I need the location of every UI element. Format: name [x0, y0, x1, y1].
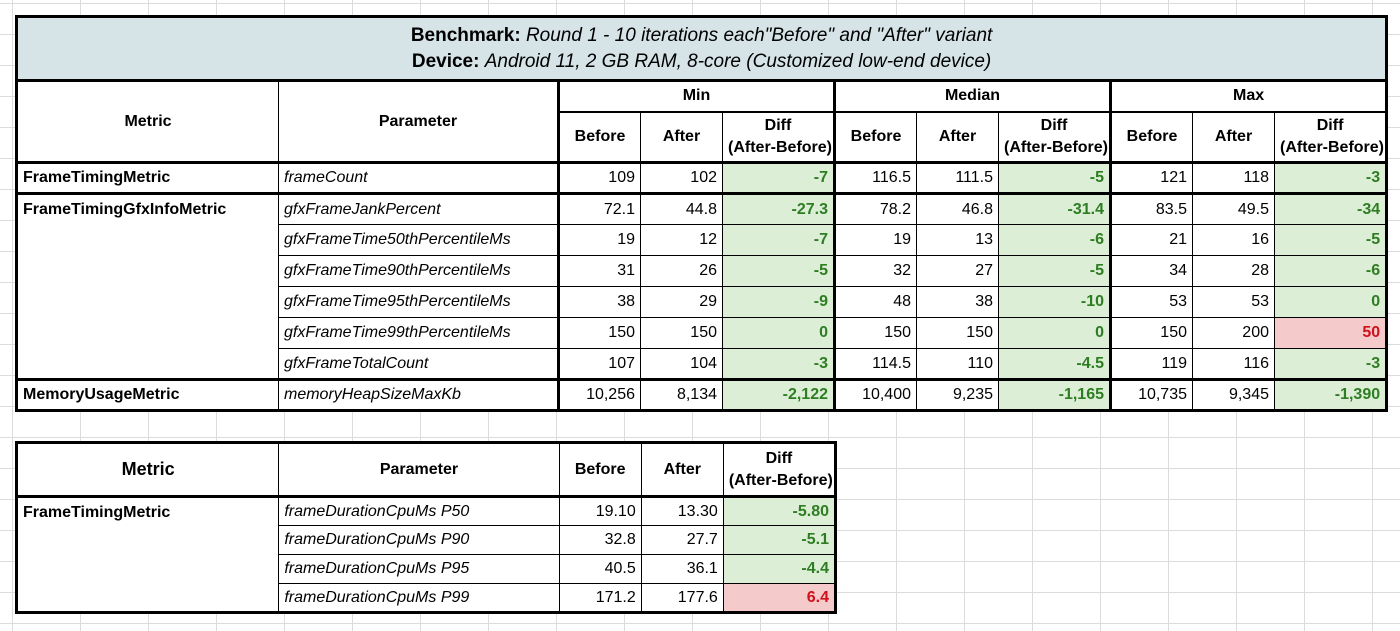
diff-cell: -5: [1275, 225, 1387, 256]
value-cell: 150: [917, 318, 999, 349]
value-cell: 114.5: [835, 349, 917, 380]
value-cell: 34: [1111, 256, 1193, 287]
value-cell: 27: [917, 256, 999, 287]
benchmark-title: Benchmark: Round 1 - 10 iterations each"Before" and "After" variant Device: Android 11, 2 GB RAM, 8-core (Customized low-end device): [17, 17, 1387, 81]
table-row: [17, 194, 1387, 225]
value-cell: 10,400: [835, 380, 917, 411]
value-cell: 36.1: [641, 555, 723, 584]
value-cell: 177.6: [641, 584, 723, 613]
value-cell: 27.7: [641, 526, 723, 555]
diff-cell: -27.3: [723, 194, 835, 225]
value-cell: 38: [559, 287, 641, 318]
diff-cell: -6: [999, 225, 1111, 256]
value-cell: 16: [1193, 225, 1275, 256]
parameter-cell: gfxFrameTime95thPercentileMs: [279, 287, 559, 318]
value-cell: 10,735: [1111, 380, 1193, 411]
diff-cell: 50: [1275, 318, 1387, 349]
header-diff: Diff (After-Before): [999, 112, 1111, 163]
diff-cell: -5.1: [723, 526, 835, 555]
header-metric: Metric: [17, 443, 279, 497]
value-cell: 19: [559, 225, 641, 256]
diff-cell: -31.4: [999, 194, 1111, 225]
diff-cell: -3: [1275, 163, 1387, 194]
header-max: Max: [1111, 81, 1387, 112]
header-parameter: Parameter: [279, 443, 559, 497]
metric-cell: FrameTimingMetric: [17, 163, 279, 194]
value-cell: 118: [1193, 163, 1275, 194]
value-cell: 102: [641, 163, 723, 194]
value-cell: 26: [641, 256, 723, 287]
header-after: After: [917, 112, 999, 163]
diff-cell: -10: [999, 287, 1111, 318]
diff-cell: -5.80: [723, 497, 835, 526]
header-diff: Diff (After-Before): [723, 443, 835, 497]
value-cell: 12: [641, 225, 723, 256]
table-row: [17, 380, 1387, 411]
value-cell: 107: [559, 349, 641, 380]
table-row: [17, 163, 1387, 194]
value-cell: 200: [1193, 318, 1275, 349]
diff-cell: -7: [723, 225, 835, 256]
header-after: After: [641, 112, 723, 163]
metric-cell: MemoryUsageMetric: [17, 380, 279, 411]
value-cell: 21: [1111, 225, 1193, 256]
value-cell: 40.5: [559, 555, 641, 584]
value-cell: 9,235: [917, 380, 999, 411]
header-parameter: Parameter: [279, 81, 559, 163]
parameter-cell: gfxFrameTime90thPercentileMs: [279, 256, 559, 287]
diff-cell: -4.5: [999, 349, 1111, 380]
diff-cell: -1,390: [1275, 380, 1387, 411]
header-metric: Metric: [17, 81, 279, 163]
parameter-cell: gfxFrameTime99thPercentileMs: [279, 318, 559, 349]
table-row: [17, 497, 836, 526]
header-after: After: [1193, 112, 1275, 163]
value-cell: 38: [917, 287, 999, 318]
value-cell: 49.5: [1193, 194, 1275, 225]
diff-cell: 0: [999, 318, 1111, 349]
parameter-cell: gfxFrameTotalCount: [279, 349, 559, 380]
cpu-frame-duration-table: [15, 441, 837, 614]
value-cell: 83.5: [1111, 194, 1193, 225]
header-after: After: [641, 443, 723, 497]
diff-cell: 6.4: [723, 584, 835, 613]
value-cell: 150: [641, 318, 723, 349]
value-cell: 171.2: [559, 584, 641, 613]
value-cell: 150: [835, 318, 917, 349]
diff-cell: 0: [723, 318, 835, 349]
value-cell: 9,345: [1193, 380, 1275, 411]
header-before: Before: [835, 112, 917, 163]
header-median: Median: [835, 81, 1111, 112]
value-cell: 32.8: [559, 526, 641, 555]
parameter-cell: frameCount: [279, 163, 559, 194]
value-cell: 31: [559, 256, 641, 287]
value-cell: 13: [917, 225, 999, 256]
diff-cell: -6: [1275, 256, 1387, 287]
diff-cell: -5: [999, 256, 1111, 287]
header-before: Before: [1111, 112, 1193, 163]
value-cell: 10,256: [559, 380, 641, 411]
header-diff: Diff (After-Before): [723, 112, 835, 163]
value-cell: 32: [835, 256, 917, 287]
value-cell: 78.2: [835, 194, 917, 225]
diff-cell: -9: [723, 287, 835, 318]
value-cell: 72.1: [559, 194, 641, 225]
diff-cell: 0: [1275, 287, 1387, 318]
diff-cell: -5: [999, 163, 1111, 194]
value-cell: 44.8: [641, 194, 723, 225]
value-cell: 150: [1111, 318, 1193, 349]
value-cell: 111.5: [917, 163, 999, 194]
value-cell: 119: [1111, 349, 1193, 380]
diff-cell: -34: [1275, 194, 1387, 225]
value-cell: 116: [1193, 349, 1275, 380]
value-cell: 8,134: [641, 380, 723, 411]
diff-cell: -5: [723, 256, 835, 287]
parameter-cell: memoryHeapSizeMaxKb: [279, 380, 559, 411]
benchmark-table: [15, 15, 1388, 412]
value-cell: 53: [1111, 287, 1193, 318]
metric-cell: FrameTimingGfxInfoMetric: [17, 194, 279, 380]
parameter-cell: gfxFrameJankPercent: [279, 194, 559, 225]
header-before: Before: [559, 112, 641, 163]
value-cell: 13.30: [641, 497, 723, 526]
value-cell: 116.5: [835, 163, 917, 194]
parameter-cell: gfxFrameTime50thPercentileMs: [279, 225, 559, 256]
diff-cell: -7: [723, 163, 835, 194]
value-cell: 109: [559, 163, 641, 194]
value-cell: 19.10: [559, 497, 641, 526]
header-before: Before: [559, 443, 641, 497]
value-cell: 48: [835, 287, 917, 318]
value-cell: 28: [1193, 256, 1275, 287]
header-diff: Diff (After-Before): [1275, 112, 1387, 163]
value-cell: 104: [641, 349, 723, 380]
value-cell: 46.8: [917, 194, 999, 225]
parameter-cell: frameDurationCpuMs P99: [279, 584, 559, 613]
value-cell: 19: [835, 225, 917, 256]
value-cell: 150: [559, 318, 641, 349]
header-min: Min: [559, 81, 835, 112]
parameter-cell: frameDurationCpuMs P95: [279, 555, 559, 584]
value-cell: 53: [1193, 287, 1275, 318]
parameter-cell: frameDurationCpuMs P90: [279, 526, 559, 555]
value-cell: 110: [917, 349, 999, 380]
diff-cell: -2,122: [723, 380, 835, 411]
diff-cell: -3: [1275, 349, 1387, 380]
diff-cell: -4.4: [723, 555, 835, 584]
value-cell: 29: [641, 287, 723, 318]
value-cell: 121: [1111, 163, 1193, 194]
diff-cell: -3: [723, 349, 835, 380]
parameter-cell: frameDurationCpuMs P50: [279, 497, 559, 526]
metric-cell: FrameTimingMetric: [17, 497, 279, 613]
diff-cell: -1,165: [999, 380, 1111, 411]
